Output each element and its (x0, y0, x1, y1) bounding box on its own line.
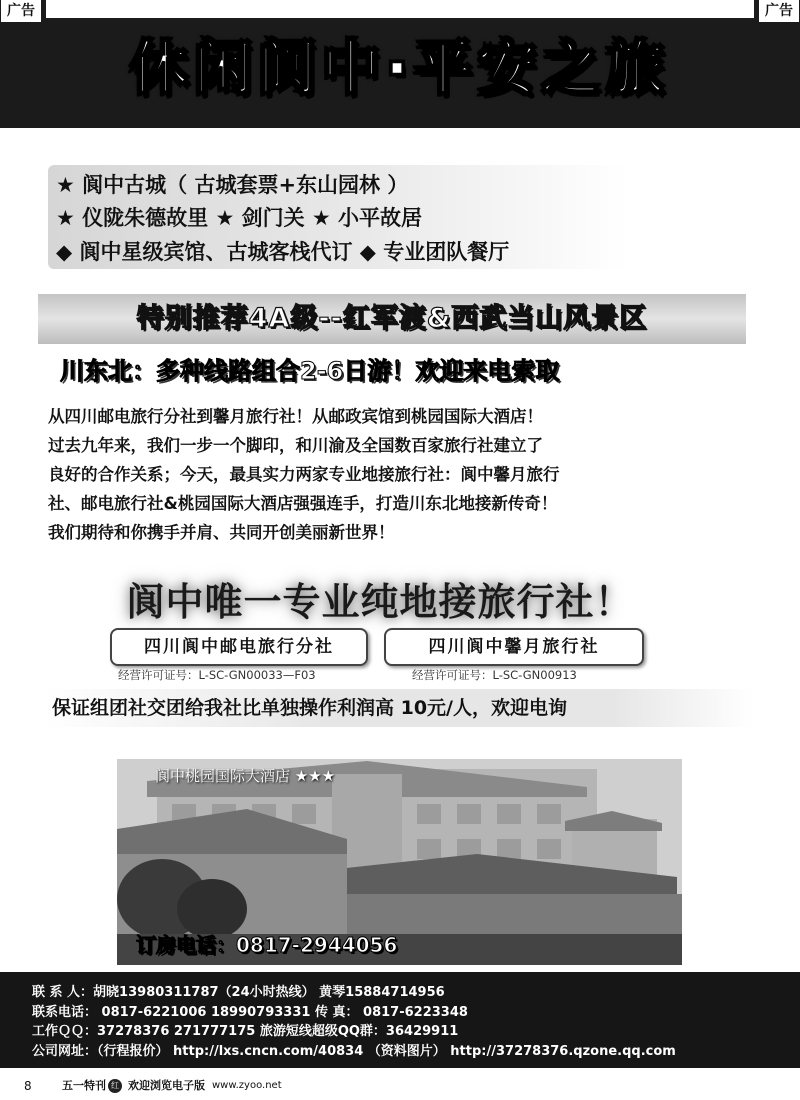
page-number: 8 (24, 1079, 32, 1093)
agency-badge-postal: 四川阆中邮电旅行分社 (110, 628, 368, 666)
issue-label: 五一特刊 (62, 1079, 106, 1092)
site-url[interactable]: www.zyoo.net (212, 1080, 282, 1091)
feature-line-1: ★ 阆中古城（ 古城套票+东山园林 ） (56, 173, 409, 197)
feature-line-3: ◆ 阆中星级宾馆、古城客栈代订 ◆ 专业团队餐厅 (56, 240, 510, 264)
intro-line-1: 从四川邮电旅行分社到馨月旅行社！从邮政宾馆到桃园国际大酒店！ (48, 407, 543, 426)
intro-line-2: 过去九年来，我们一步一个脚印，和川渝及全国数百家旅行社建立了 (48, 436, 543, 455)
contact-phone-fax: 联系电话： 0817-6221006 18990793331 传 真： 0817-6223348 (32, 1005, 468, 1020)
contact-person: 联 系 人：胡晓13980311787（24小时热线） 黄琴15884714956 (32, 985, 445, 1000)
ebook-label: 欢迎浏览电子版 (128, 1079, 205, 1092)
route-headline: 川东北：多种线路组合2-6日游！欢迎来电索取 (60, 357, 560, 385)
agency-badge-xinyue: 四川阆中馨月旅行社 (384, 628, 644, 666)
ad-label-right: 广告 (758, 0, 800, 23)
recommend-text: 特别推荐4A级--红军渡&西武当山风景区 (136, 303, 648, 334)
license-postal: 经营许可证号：L-SC-GN00033—F03 (118, 668, 316, 682)
header-top-strip (46, 0, 754, 18)
contact-qq: 工作ＱＱ：37278376 271777175 旅游短线超级QQ群：36429911 (32, 1024, 459, 1039)
main-title: 休闲阆中·平安之旅 (129, 34, 671, 102)
magazine-logo-icon: 红 (108, 1079, 122, 1093)
intro-paragraph (48, 402, 758, 547)
feature-line-2: ★ 仪陇朱德故里 ★ 剑门关 ★ 小平故居 (56, 206, 423, 230)
ad-label-left: 广告 (0, 0, 42, 23)
intro-line-4: 社、邮电旅行社&桃园国际大酒店强强连手，打造川东北地接新传奇！ (48, 494, 558, 513)
slogan: 阆中唯一专业纯地接旅行社！ (126, 580, 634, 624)
guarantee-text: 保证组团社交团给我社比单独操作利润高 10元/人，欢迎电询 (52, 697, 567, 719)
license-xinyue: 经营许可证号：L-SC-GN00913 (412, 668, 577, 682)
contact-website: 公司网址：（行程报价） http://lxs.cncn.com/40834 （资料图片） http://37278376.qzone.qq.com (32, 1044, 676, 1059)
intro-line-5: 我们期待和你携手并肩、共同开创美丽新世界！ (48, 523, 395, 542)
intro-line-3: 良好的合作关系；今天，最具实力两家专业地接旅行社：阆中馨月旅行 (48, 465, 560, 484)
booking-phone: 订房电话：0817-2944056 (136, 933, 398, 957)
hotel-name: 阆中桃园国际大酒店 ★★★ (155, 767, 336, 785)
